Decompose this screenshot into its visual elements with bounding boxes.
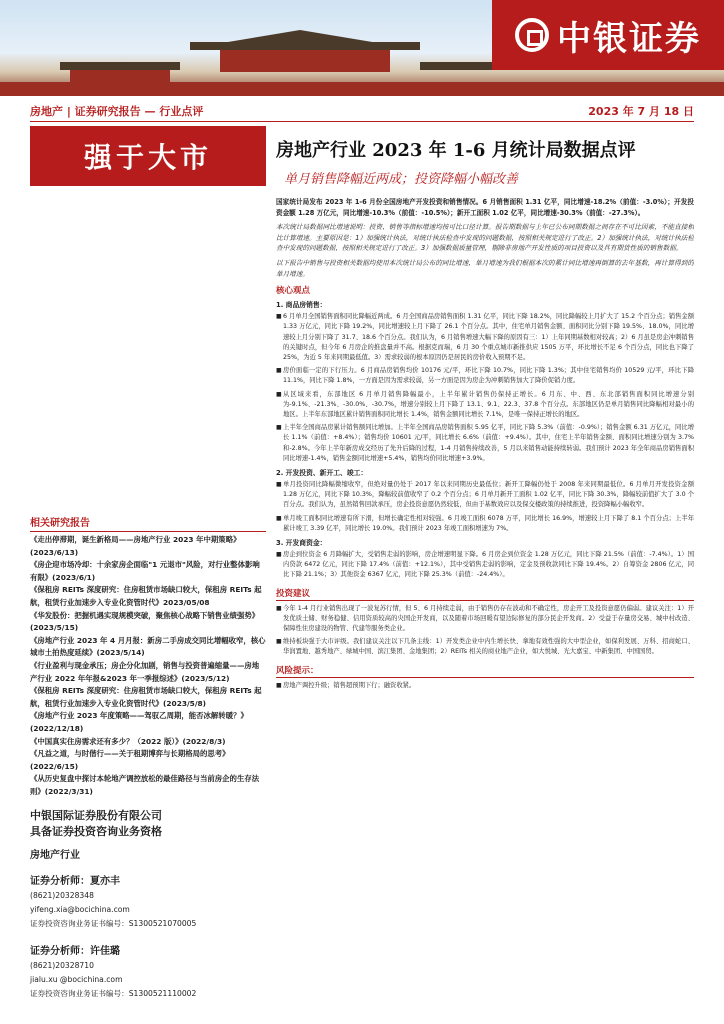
related-item[interactable]: 《房地产行业 2023 年 4 月月报：新房二手房成交同比增幅收窄，核心城市土拍热度延续》(2023/5/14) [30,635,266,658]
analyst-name: 证券分析师：夏亦丰 [30,876,120,888]
analyst-1 [30,875,266,931]
related-item[interactable]: 《房企迎市场冷却：十余家房企面临"1 元退市"风险，对行业整体影响有限》(2023/6/1) [30,560,260,582]
report-title: 房地产行业 2023 年 1-6 月统计局数据点评 [276,140,636,161]
invest-item: ■ 今年 1-4 月行业销售出现了一波复苏行情，但 5、6 月持续走弱，由于销售仍存在波动和不确定性，房企开工及投资意愿仍偏弱。建议关注：1）开发优质土储、财务稳健、信用资质较高的央国企开发商，以及随着市场回暖有望边际修复的部分民企开发商。2）受益于存量房交易、城中村改造、保障性住房建设的物管、代建等服务类企业。 [276,604,694,635]
related-item[interactable]: 《凡益之道，与时偕行——关于租期博弈与长期格局的思考》(2022/6/15) [30,749,230,771]
related-item[interactable]: 《华发股份：把握机遇实现规模突破，聚焦核心战略下销售业绩强势》(2023/5/15) [30,610,260,633]
report-category: 房地产 | 证券研究报告 — 行业点评 [30,104,204,118]
core-heading: 核心观点 [276,286,311,297]
bank-logo-icon [515,18,549,52]
related-item[interactable]: 《保租房 REITs 深度研究：住房租赁市场缺口较大，保租房 REITs 起航，租赁行业加速步入专业化资管时代》2023/05/08 [30,585,262,607]
bullet-item: ■ 从区域来看，东部地区 6 月单月销售降幅最小，上半年累计销售仍保持正增长。6 月东、中、西、东北部销售面积同比增速分别为-9.1%、-21.3%、-30.0%、-30.7%，增速分别较上月下降了 13.1、9.1、22.3、37.8 个百分点。东部地区仍是单月销售同比降幅相对最小的地区。上半年东部地区累计销售面积同比增长 1.4%，销售金额同比增长 7.1%，是唯一保持正增长的地区。 [276,390,694,421]
related-heading: 相关研究报告 [30,514,266,532]
company-name: 中银国际证券股份有限公司 [30,809,162,823]
analyst-cert: 证券投资咨询业务证书编号：S1300521070005 [30,919,197,929]
report-info-bar [30,100,694,122]
bullet-item: ■ 房企到位资金 6 月降幅扩大，受销售走弱的影响，房企增速明显下降。6 月房企到位资金 1.28 万亿元，同比下降 21.5%（前值：-7.4%）。1）国内贷款 6472 亿元，同比下降 17.4%（前值：+12.1%），其中受销售走弱的影响，定金及预收款同比下降 19.4%。2）自筹资金 2806 亿元，同比下降 21.1%；3）其他资金 6367 亿元，同比下降 25.3%（前值：-24.4%）。 [276,550,694,581]
section-heading: 2. 开发投资、新开工、竣工： [276,469,368,477]
invest-item: ■ 维持板块强于大市评级。我们建议关注以下几条主线：1）开发类企业中内生增长快、拿地有效性强的大中型企业，如保利发展、万科、招商蛇口、华润置地、越秀地产、绿城中国、滨江集团、金地集团；2）REITs 相关的商业地产企业，如大悦城、光大嘉宝、中新集团、中国国贸。 [276,637,694,657]
related-item[interactable]: 《房地产行业 2023 年度策略——驾驭乙周期，能否冰解转暖？》(2022/12/18) [30,711,248,733]
risk-item: ■ 房地产调控升级；销售超预期下行；融资收紧。 [276,681,694,691]
related-item[interactable]: 《中国真实住房需求还有多少？（2022 版）》(2022/8/3) [30,736,226,746]
risk-heading: 风险提示： [276,664,694,678]
sidebar [30,126,266,1006]
rating-badge: 强于大市 [30,126,266,186]
main-content [276,126,694,1016]
related-item[interactable]: 《保租房 REITs 深度研究：住房租赁市场缺口较大，保租房 REITs 起航，租赁行业加速步入专业化资管时代》(2023/5/8) [30,686,262,708]
bullet-item: ■ 6 月单月全国销售面积同比降幅近两成。6 月全国商品房销售面积 1.31 亿平，同比下降 18.2%，同比降幅较上月扩大了 15.2 个百分点；销售金额 1.33 万亿元，同比下降 19.2%，同比增速较上月下降了 26.1 个百分点。其中，住宅单月销售金额、面积同比分别下降 19.5%、18.0%，同比增速较上月分别下降了 31.7、18.6 个百分点。我们认为，6 月销售增速大幅下降的原因有三：1）上年同期基数相对较高；2）6 月虽是房企冲刺销售的关键时点，但今年 6 月房企的推盘量并不高。根据克而瑞，6 月 30 个重点城市新推供应 1505 万平，环比增长不足 6 个百分点，同比也下降了 25%，为近 5 年来同期最低值。3）需求较弱的根本原因仍是居民的房价收入预期不足。 [276,312,694,363]
adjust-note-2: 以下报告中销售与投资相关数据均使用本次统计局公布的同比增速，单月增速为我们根据本次的累计同比增速再倒算的去年基数，再计算得到的单月增速。 [276,258,694,278]
analyst-email[interactable]: jialu.xu @bocichina.com [30,975,123,985]
bullet-item: ■ 单月投资同比降幅微缩收窄，但绝对量仍处于 2017 年以来同期历史最低位；新开工降幅仍处于 2008 年来同期最低位。6 月单月开发投资金额 1.28 万亿元，同比下降 10.3%，降幅较前值收窄了 0.2 个百分点；6 月单月新开工面积 1.02 亿平，同比下降 30.3%，降幅较前值扩大了 3.0 个百分点。我们认为，虽然销售回款承压，房企投资意愿仍然较低，但由于基数效应以及保交楼政策的持续推进，投资降幅小幅收窄。 [276,480,694,511]
report-date: 2023 年 7 月 18 日 [588,104,694,118]
brand-name: 中银证券 [557,18,701,59]
related-item[interactable]: 《从历史复盘中探讨本轮地产调控放松的最佳路径与当前房企的生存法则》(2022/3/31) [30,774,260,796]
adjust-note: 本次统计局数据同比增速说明：投资、销售等指标增速均按可比口径计算。报告期数据与上年已公布同期数据之间存在不可比因素，不能直接相比计算增速。主要原因是：1）加强统计执法，对统计执法检查中发现的问题数据，按照相关规定进行了改正。2）加强统计执法，对统计执法检查中发现的问题数据，按照相关规定进行了改正。3）加强数据质量管理，剔除非房地产开发性质的项目投资以及具有期货性质的销售数据。 [276,223,694,253]
brand-logo [492,0,724,70]
industry-label: 房地产行业 [30,850,80,862]
header-banner [0,0,724,96]
section-heading: 1. 商品房销售： [276,301,327,310]
analyst-phone: (8621)20328710 [30,961,94,971]
company-qualification: 具备证券投资咨询业务资格 [30,825,162,839]
analyst-phone: (8621)20328348 [30,891,94,901]
analyst-2 [30,945,266,1001]
related-item[interactable]: 《走出停滞期，诞生新格局——房地产行业 2023 年中期策略》(2023/6/13) [30,535,241,557]
invest-heading: 投资建议 [276,587,694,601]
bullet-item: ■ 房价面临一定的下行压力。6 月商品房销售均价 10176 元/平，环比下降 10.7%，同比下降 1.3%；其中住宅销售均价 10529 元/平，环比下降 11.1%，同比下降 1.8%，一方面是因为需求较弱，另一方面是因为房企为冲刺销售加大了降价促销力度。 [276,366,694,386]
analyst-name: 证券分析师：许佳璐 [30,946,120,958]
analyst-cert: 证券投资咨询业务证书编号：S1300521110002 [30,989,197,999]
report-subtitle: 单月销售降幅近两成；投资降幅小幅改善 [284,172,519,187]
related-item[interactable]: 《行业盈利与现金承压；房企分化加剧，销售与投资普遍缩量——房地产行业 2022 年年报&2023 年一季报综述》(2023/5/12) [30,660,260,683]
bullet-item: ■ 单月竣工面积同比增速有所下滑，但增长确定性相对较强。6 月竣工面积 6078 万平，同比增长 16.9%，增速较上月下降了 8.1 个百分点；上半年累计竣工 3.39 亿平，同比增长 19.0%。我们预计 2023 年竣工面积增速为 7%。 [276,514,694,534]
section-heading: 3. 开发商资金： [276,539,327,548]
bullet-item: ■ 上半年全国商品房累计销售额同比增加。上半年全国商品房销售面积 5.95 亿平，同比下降 5.3%（前值：-0.9%）；销售金额 6.31 万亿元，同比增长 1.1%（前值：+8.4%）；销售均价 10601 元/平，同比增长 6.6%（前值：+9.4%）。其中，住宅上半年销售金额、面积同比增速分别为 3.7%和-2.8%。今年上半年新房成交经历了先升后降的过程，1-4 月销售持续改善，5 月以来销售动能持续转弱。我们预计 2023 年全年商品房销售面积同比增速-1.4%，销售金额同比增速+5.4%，销售均价同比增速+3.9%。 [276,423,694,464]
related-list [30,534,266,798]
summary-paragraph: 国家统计局发布 2023 年 1-6 月份全国房地产开发投资和销售情况。6 月销售面积 1.31 亿平，同比增速-18.2%（前值：-3.0%）；开发投资金额 1.28 万亿元，同比增速-10.3%（前值：-10.5%）；新开工面积 1.02 亿平，同比增速-30.3%（前值：-27.3%）。 [276,198,694,217]
analyst-email[interactable]: yifeng.xia@bocichina.com [30,905,130,915]
